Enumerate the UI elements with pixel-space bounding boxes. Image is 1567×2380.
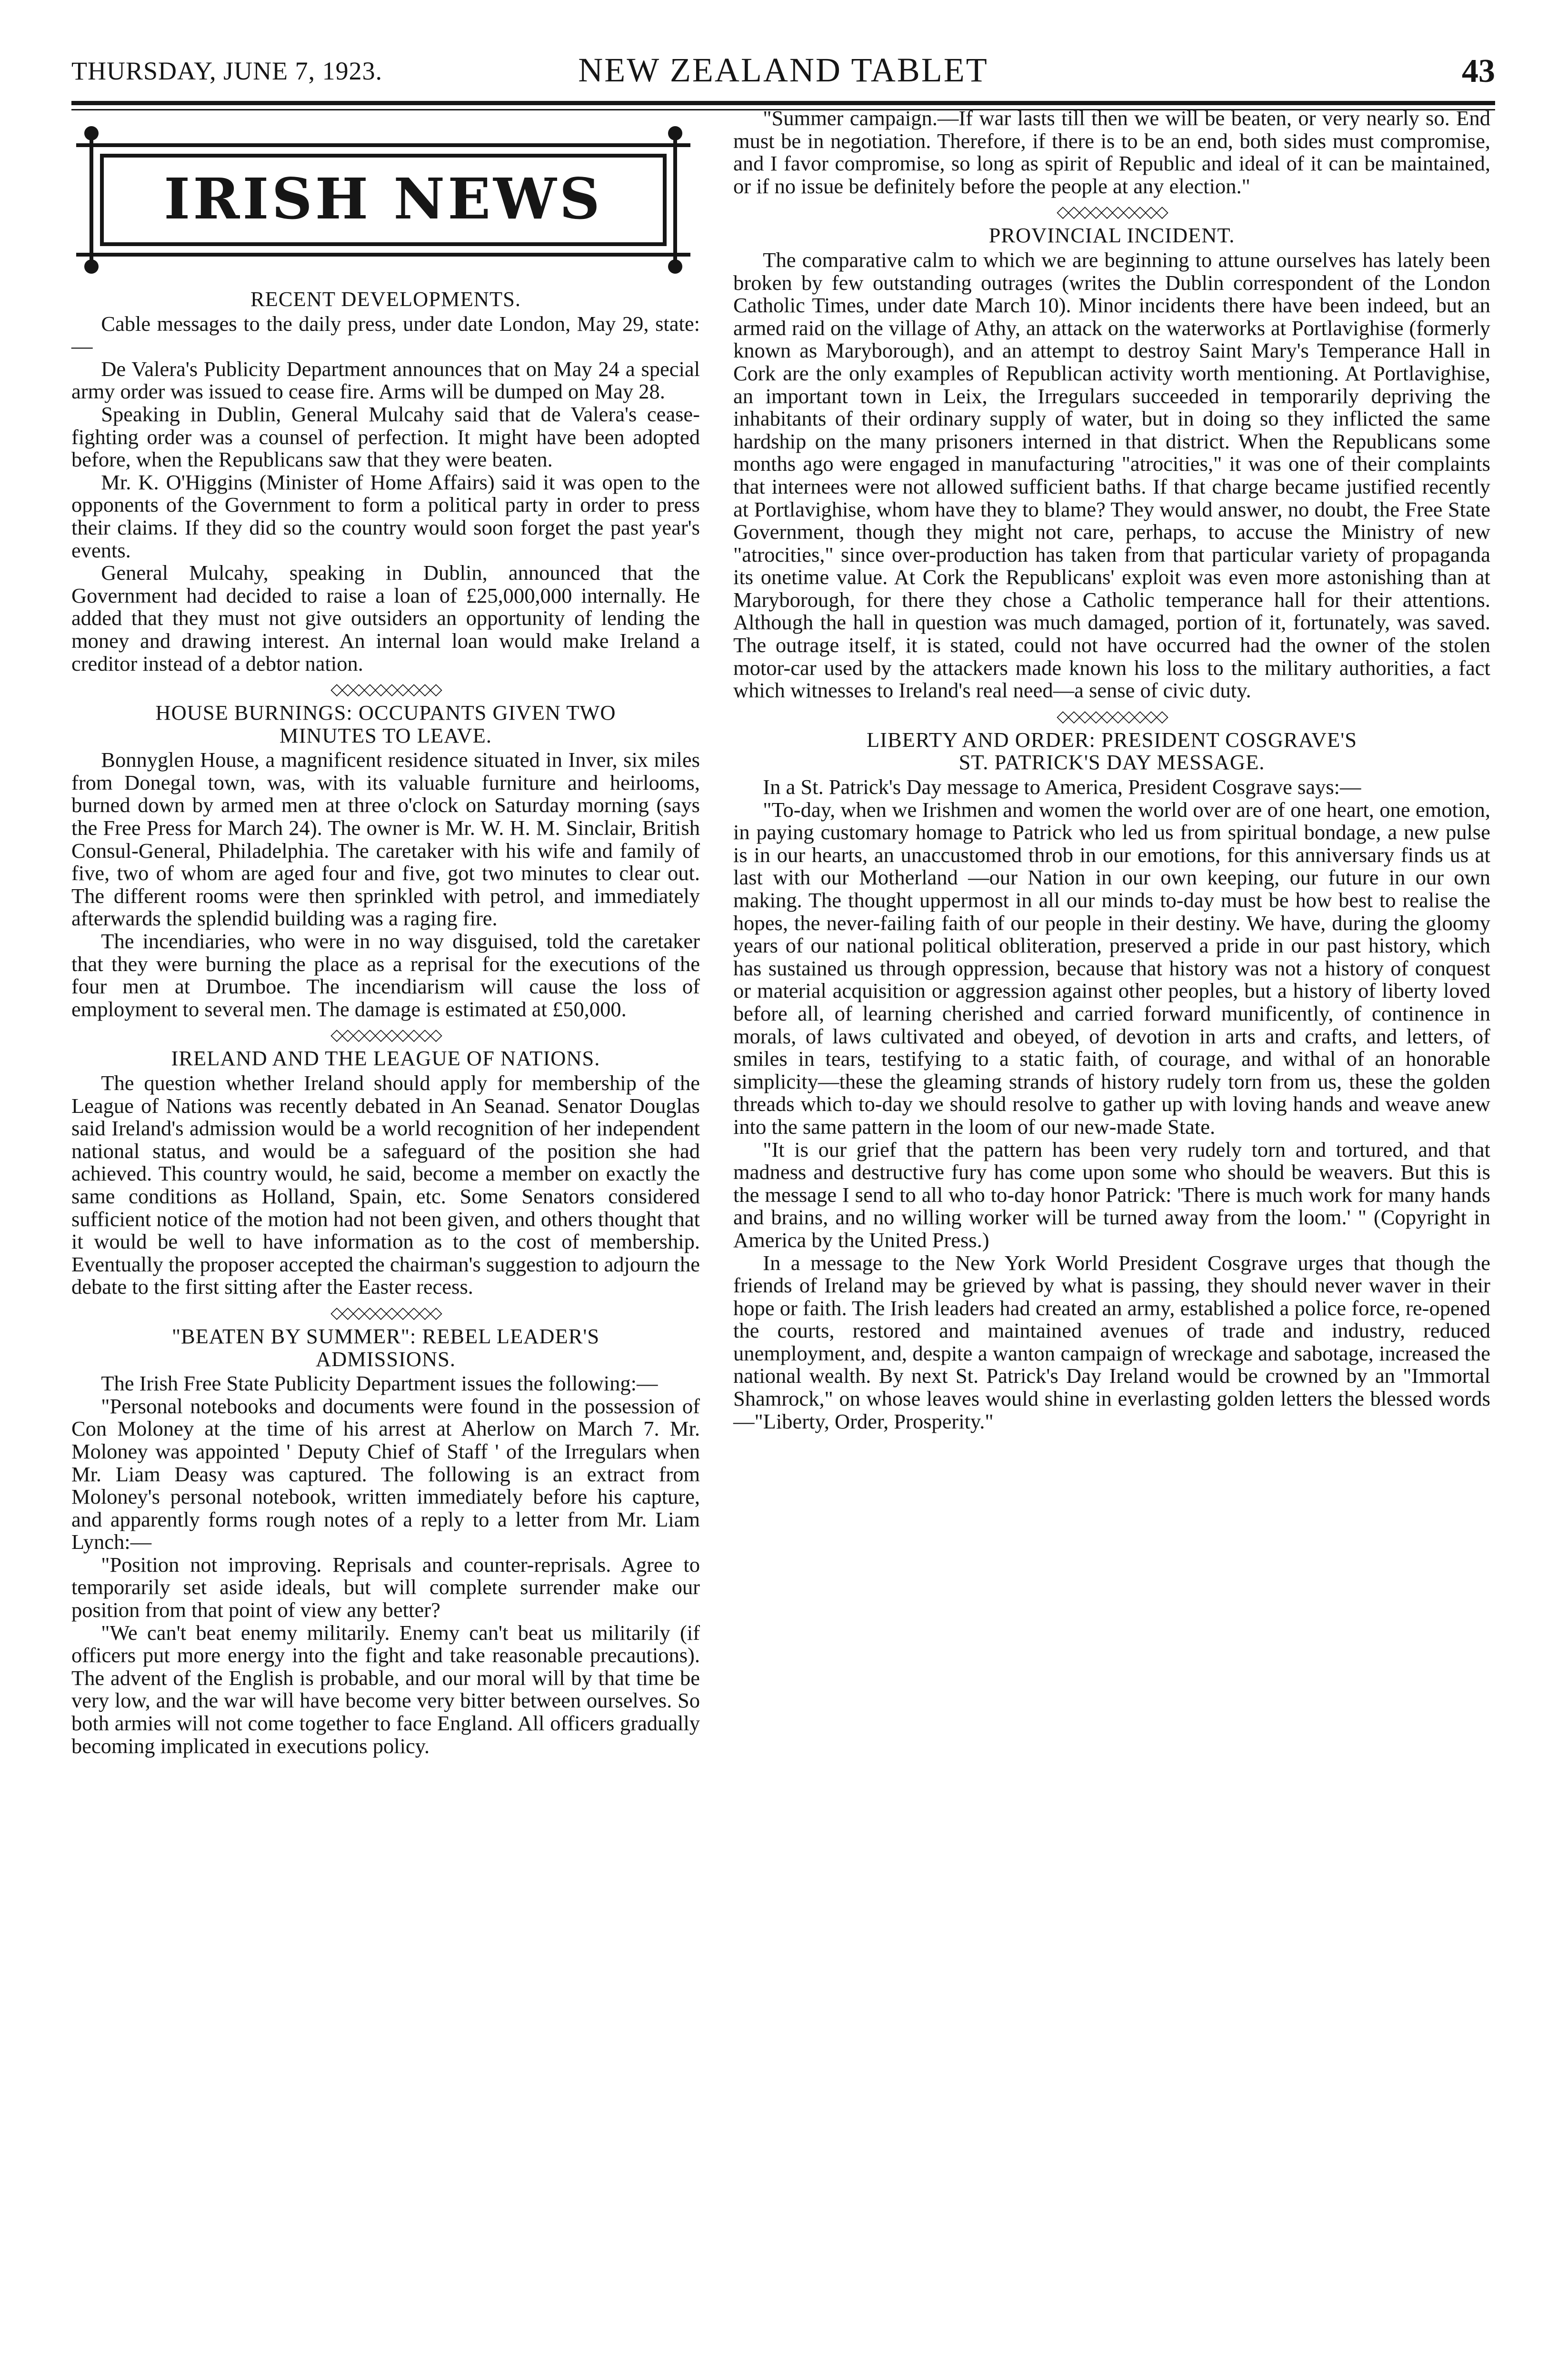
banner-post-left [90,131,93,269]
article-paragraph: Mr. K. O'Higgins (Minister of Home Affairs) said it was open to the opponents of the Government to form a political party in order to press their claims. If they did so the country would soon forget the past year's events. [71,470,700,562]
article-paragraph: "Personal notebooks and documents were found in the possession of Con Moloney at the time of his arrest at Aherlow on March 7. Mr. Moloney was appointed ' Deputy Chief of Staff ' of the Irregulars when Mr. Liam Deasy was captured. The following is an extract from Moloney's personal notebook, written immediately before his capture, and apparently forms rough notes of a reply to a letter from Mr. Liam Lynch:— [71,1394,700,1554]
section-ornament: ◇◇◇◇◇◇◇◇◇◇ [330,681,441,699]
section-ornament: ◇◇◇◇◇◇◇◇◇◇ [330,1026,441,1044]
article-paragraph: The Irish Free State Publicity Department issues the following:— [101,1371,658,1396]
article-paragraph: "To-day, when we Irishmen and women the world over are of one heart, one emotion, in paying customary homage to Patrick who led us from spiritual bondage, a new pulse is in our hearts, an unaccustomed throb in our emotions, for this anniversary finds us at last with our Motherland —our Nation in our own keeping, our future in our own making. The thought uppermost in all our minds to-day must be how best to realise the hopes, the never-failing faith of our people in their destiny. We have, during the gloomy years of our national political obliteration, preserved a pride in our past history, which has sustained us through oppression, because that history was not a history of conquest or material acquisition or aggression against other peoples, but a history of liberty loved before all, of learning cherished and carried forward munificently, of continence in morals, of laws cultivated and obeyed, of devotion in arts and crafts, and letters, of smiles in tears, testifying to a static faith, of courage, and withal of an honorable simplicity—these the gleaming strands of history rudely torn from us, these the golden threads which to-day we should resolve to gather up with loving hands and weave anew into the same pattern in the loom of our new-made State. [733,797,1490,1139]
running-header [71,48,1495,100]
section-ornament: ◇◇◇◇◇◇◇◇◇◇ [1057,203,1167,221]
article-paragraph: "Summer campaign.—If war lasts till then we will be beaten, or very nearly so. End must be in negotiation. Therefore, if there is to be an end, both sides must compromise, and I favor compromise, so long as spirit of Republic and ideal of it can be maintained, or if no issue be definitely before the people at any election." [733,106,1490,198]
right-column [733,107,1490,1433]
section-ornament: ◇◇◇◇◇◇◇◇◇◇ [330,1304,441,1322]
article-paragraph: The incendiaries, who were in no way disguised, told the caretaker that they were burning the place as a reprisal for the executions of the four men at Drumboe. The incendiarism will cause the loss of employment to several men. The damage is estimated at £50,000. [71,929,700,1021]
banner-title: IRISH NEWS [164,166,603,232]
article-paragraph: The question whether Ireland should apply for membership of the League of Nations was recently debated in An Seanad. Senator Douglas said Ireland's admission would be a world recognition of her independent national status, and would be a safeguard of the position she had achieved. This country would, he said, become a member on exactly the same conditions as Holland, Spain, etc. Some Senators considered sufficient notice of the motion had not been given, and others thought that it would be well to have information as to the cost of membership. Eventually the proposer accepted the chairman's suggestion to adjourn the debate to the first sitting after the Easter recess. [71,1071,700,1299]
banner-finial-icon [668,126,682,140]
heading-line: ST. PATRICK'S DAY MESSAGE. [958,750,1265,774]
page-number: 43 [1462,53,1495,89]
banner-rule-top [76,143,690,147]
article-paragraph: "We can't beat enemy militarily. Enemy can't beat us militarily (if officers put more energy into the fight and take reasonable precautions). The advent of the English is probable, and our moral will by that time be very low, and the war will have become very bitter between ourselves. So both armies will not come together to face England. All officers gradually becoming implicated in executions policy. [71,1620,700,1758]
article-paragraph: Speaking in Dublin, General Mulcahy said that de Valera's cease-fighting order was a counsel of perfection. It might have been adopted before, when the Republicans saw that they were beaten. [71,402,700,472]
section-heading: RECENT DEVELOPMENTS. [250,287,521,311]
article-paragraph: Bonnyglen House, a magnificent residence situated in Inver, six miles from Donegal town, was, with its valuable furniture and heirlooms, burned down by armed men at three o'clock on Saturday morning (says the Free Press for March 24). The owner is Mr. W. H. M. Sinclair, British Consul-General, Philadelphia. The caretaker with his wife and family of five, two of whom are aged four and five, got two minutes to clear out. The different rooms were then sprinkled with petrol, and immediately afterwards the splendid building was a raging fire. [71,748,700,931]
article-paragraph: De Valera's Publicity Department announces that on May 24 a special army order was issued to cease fire. Arms will be dumped on May 28. [71,357,700,404]
issue-date: THURSDAY, JUNE 7, 1923. [71,57,383,85]
section-heading [71,702,700,747]
heading-line: "BEATEN BY SUMMER": REBEL LEADER'S [171,1324,600,1348]
section-heading [71,1325,700,1370]
banner-finial-icon [84,259,99,274]
article-paragraph: General Mulcahy, speaking in Dublin, announced that the Government had decided to raise a loan of £25,000,000 internally. He added that they must not give outsiders an opportunity of lending the money and drawing interest. An internal loan would make Ireland a creditor instead of a debtor nation. [71,561,700,675]
left-column [71,107,700,1757]
heading-line: HOUSE BURNINGS: OCCUPANTS GIVEN TWO [155,701,616,725]
article-paragraph: In a message to the New York World President Cosgrave urges that though the friends of Ireland may be grieved by what is passing, they should never waver in their hope or faith. The Irish leaders had created an army, established a police force, re-opened the courts, restored and maintained avenues of trade and industry, reduced unemployment, and, despite a wanton campaign of wreckage and sabotage, increased the national wealth. By next St. Patrick's Day Ireland would be crowned by an "Immortal Shamrock," on whose leaves would shine in everlasting golden letters the blessed words—"Liberty, Order, Prosperity." [733,1250,1490,1433]
heading-line: LIBERTY AND ORDER: PRESIDENT COSGRAVE'S [866,727,1357,752]
section-heading: PROVINCIAL INCIDENT. [988,223,1235,248]
irish-news-banner [76,126,690,274]
banner-rule-bottom [76,253,690,257]
section-heading: IRELAND AND THE LEAGUE OF NATIONS. [171,1046,600,1071]
article-paragraph: "It is our grief that the pattern has been very rudely torn and tortured, and that madness and destructive fury has come upon some who should be weavers. But this is the message I send to all who to-day honor Patrick: 'There is much work for many hands and brains, and no willing worker will be turned away from the loom.' " (Copyright in America by the United Press.) [733,1137,1490,1252]
article-paragraph: Cable messages to the daily press, under date London, May 29, state:— [71,311,700,358]
article-paragraph: "Position not improving. Reprisals and counter-reprisals. Agree to temporarily set aside ideals, but will complete surrender make our position from that point of view any better? [71,1552,700,1622]
banner-finial-icon [84,126,99,140]
banner-finial-icon [668,259,682,274]
section-heading [733,729,1490,774]
publication-title: NEW ZEALAND TABLET [578,51,988,89]
banner-post-right [673,131,677,269]
header-rule-thick [71,101,1495,105]
article-paragraph: The comparative calm to which we are beginning to attune ourselves has lately been broken by few outstanding outrages (writes the Dublin correspondent of the London Catholic Times, under date March 10). Minor incidents there have been indeed, but an armed raid on the village of Athy, an attack on the waterworks at Portlavighise (formerly known as Maryborough), and an attempt to destroy Saint Mary's Temperance Hall in Cork are the only examples of Republican activity worth mentioning. At Portlavighise, an important town in Leix, the Irregulars succeeded in temporarily depriving the inhabitants of their ordinary supply of water, but in doing so they inflicted the same hardship on the many prisoners interned in that district. When the Republicans some months ago were engaged in manufacturing "atrocities," it was one of their complaints that internees were not allowed sufficient baths. If that charge became justified recently at Portlavighise, whom have they to blame? They would answer, no doubt, the Free State Government, though they might not care, perhaps, to accuse the Ministry of new "atrocities," since over-production has taken from that particular variety of propaganda its onetime value. At Cork the Republicans' exploit was even more astonishing than at Maryborough, for there they chose a Catholic temperance hall for their attentions. Although the hall in question was much damaged, portion of it, fortunately, was saved. The outrage itself, it is stated, could not have occurred had the owner of the stolen motor-car used by the attackers made known his loss to the military authorities, a fact which witnesses to Ireland's real need—a sense of civic duty. [733,248,1490,703]
article-paragraph: In a St. Patrick's Day message to America, President Cosgrave says:— [763,775,1361,799]
section-ornament: ◇◇◇◇◇◇◇◇◇◇ [1057,707,1167,725]
heading-line: ADMISSIONS. [315,1347,456,1371]
heading-line: MINUTES TO LEAVE. [279,723,492,747]
